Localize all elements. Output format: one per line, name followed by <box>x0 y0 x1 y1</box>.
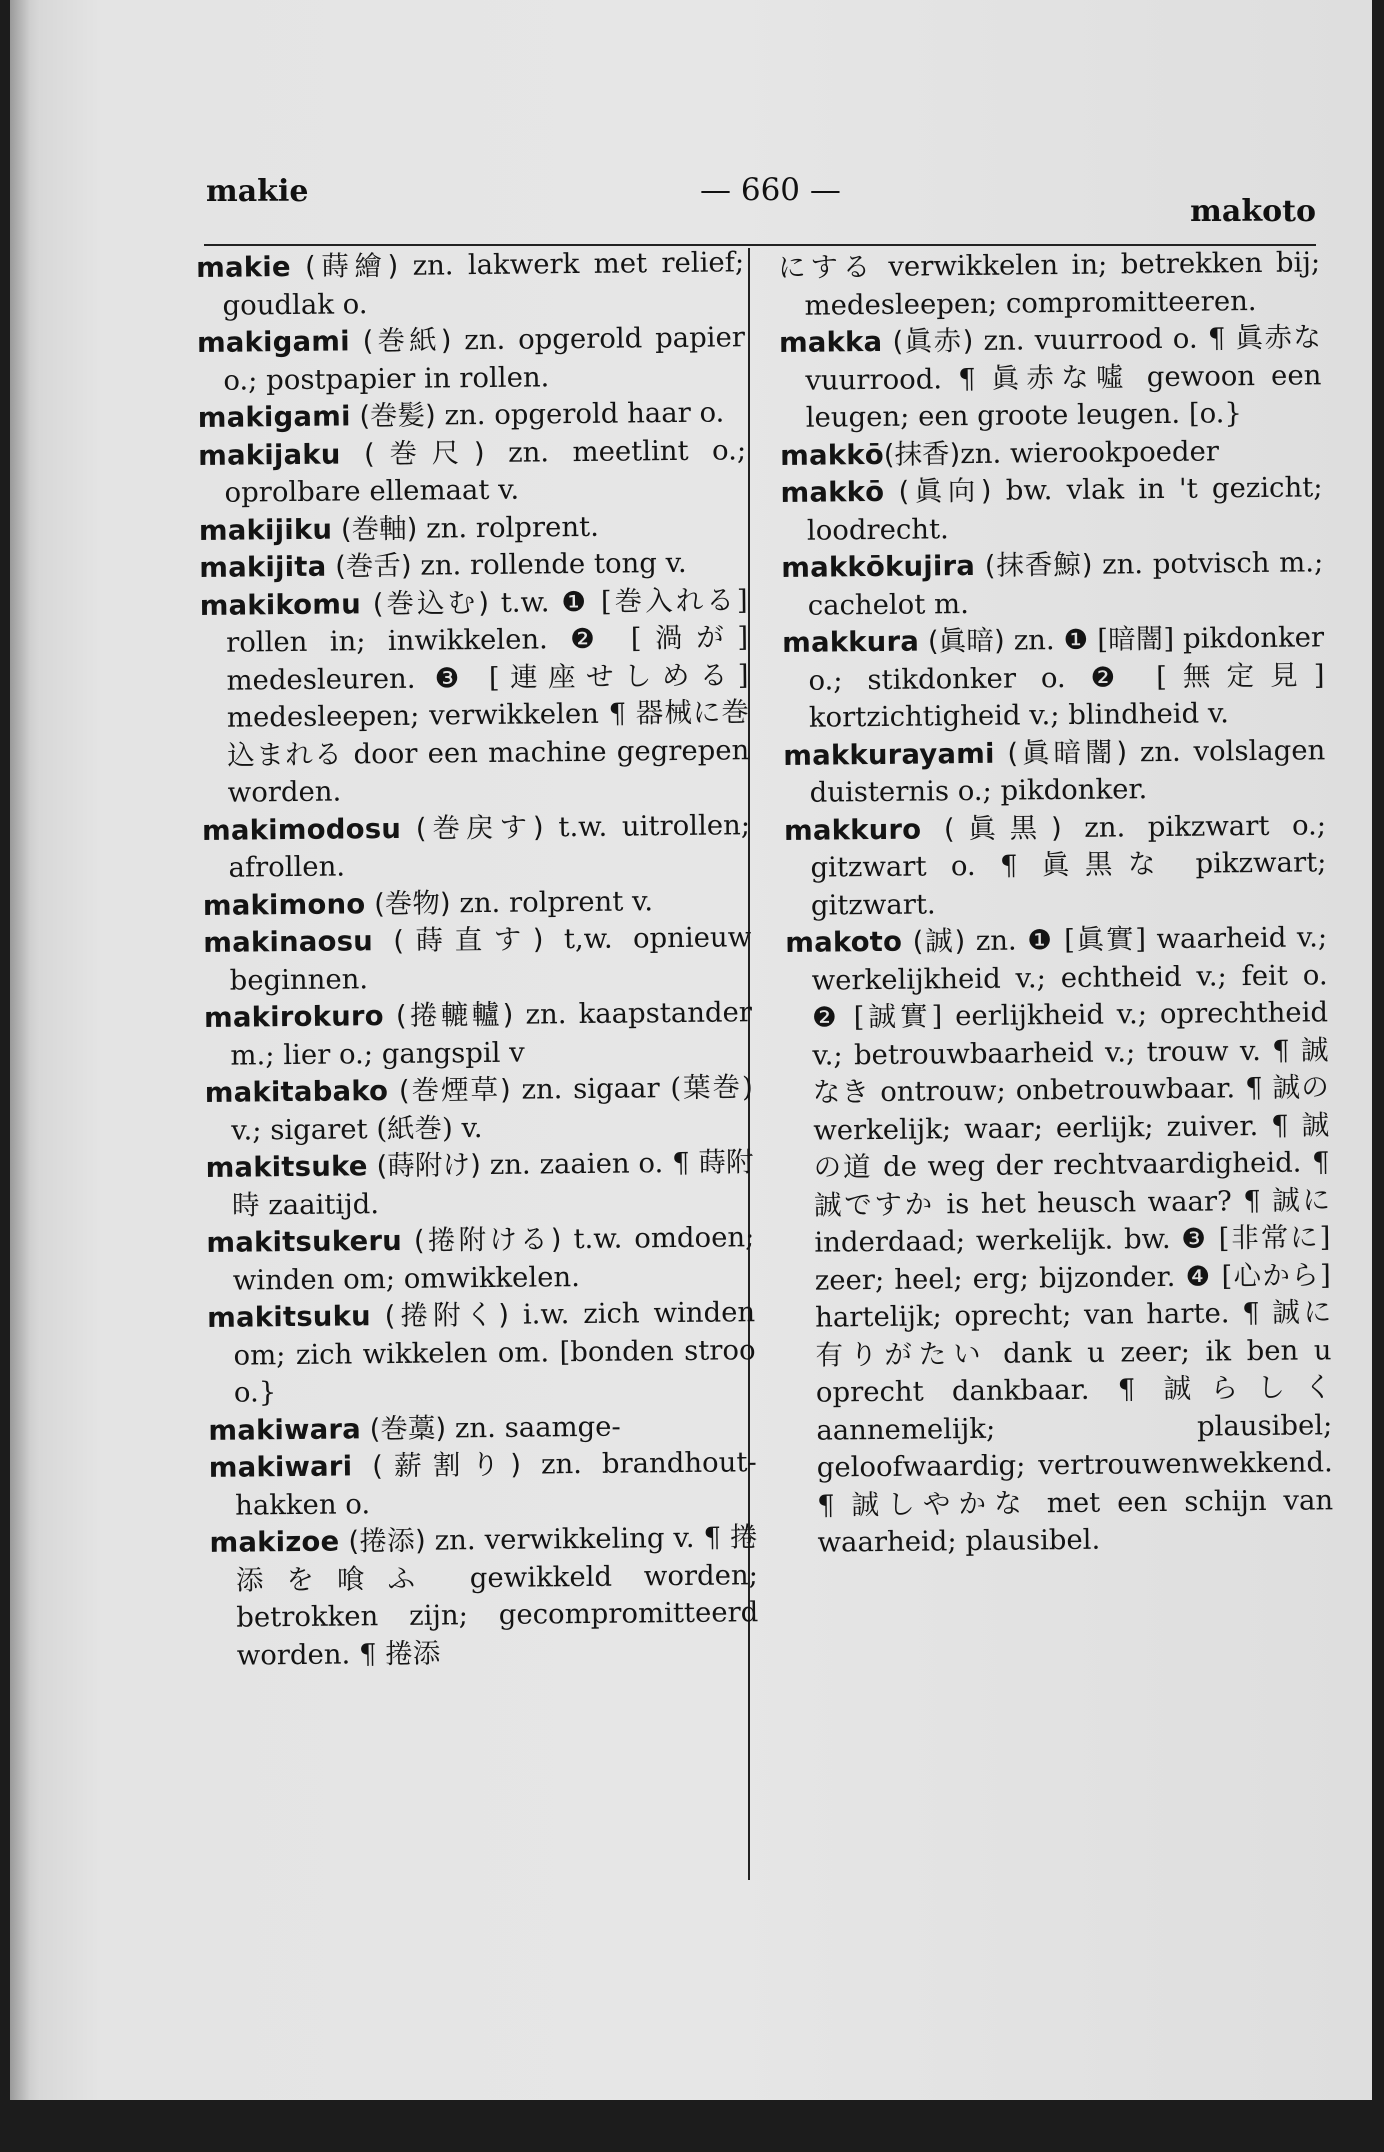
kanji-form: (眞黒) <box>943 811 1062 845</box>
headword: makkō <box>779 438 885 472</box>
definition: bw. vlak in 't gezicht; loodrecht. <box>806 471 1323 547</box>
definition: t.w. ❶ [巻入れる] rollen in; inwikkelen. ❷ [渦が] medesleuren. ❸ [連座せしめる] medesleepen; verwikkelen ¶ 器械に巻込まれる door een machine gegrepen worden. <box>225 583 750 809</box>
definition: zn. lakwerk met relief; goudlak o. <box>222 246 745 322</box>
kanji-form: (眞暗) <box>927 624 1005 658</box>
headword: makka <box>778 325 883 359</box>
definition: zn. brandhout-hakken o. <box>234 1446 757 1522</box>
headword: makigami <box>196 325 350 359</box>
headword: makitsuku <box>207 1300 372 1334</box>
running-header <box>10 168 1372 229</box>
definition: zn. ❶ [眞實] waarheid v.; werkelijkheid v.; echtheid v.; feit o. ❷ [誠實] eerlijkheid v.; oprechtheid v.; betrouwbaarheid v.; trouw v. ¶ 誠なき ontrouw; onbetrouwbaar. ¶ 誠の werkelijk; waar; eerlijk; zuiver. ¶ 誠の道 de weg der rechtvaardigheid. ¶ 誠ですか is het heusch waar? ¶ 誠に inderdaad; werkelijk. bw. ❸ [非常に] zeer; heel; erg; bijzonder. ❹ [心から] hartelijk; oprecht; van harte. ¶ 誠に有りがたい dank u zeer; ik ben u oprecht dankbaar. ¶ 誠らしく aannemelijk; plausibel; geloofwaardig; vertrouwenwekkend. ¶ 誠しやかな met een schijn van waarheid; plausibel. <box>811 921 1334 1559</box>
kanji-form: (蒔繪) <box>304 249 399 283</box>
headword: makirokuro <box>203 1000 384 1034</box>
headword: makimodosu <box>201 812 402 847</box>
definition: zn. meetlint o.; oprolbare ellemaat v. <box>224 433 747 509</box>
dictionary-entry <box>205 1069 754 1150</box>
dictionary-entry <box>198 394 746 437</box>
dictionary-entry <box>204 994 753 1075</box>
headword: makitsukeru <box>206 1224 403 1259</box>
dictionary-entry <box>202 807 751 888</box>
definition: zn. volslagen duisternis o.; pikdonker. <box>809 733 1326 809</box>
dictionary-entry <box>779 319 1322 437</box>
definition: zn. opgerold papier o.; postpapier in rollen. <box>223 321 746 397</box>
headword: makitsuke <box>205 1150 368 1184</box>
dictionary-entry <box>206 1219 755 1300</box>
dictionary-entry <box>205 1144 754 1225</box>
dictionary-entry <box>197 319 746 400</box>
headword: makikomu <box>199 587 362 622</box>
dictionary-entry <box>203 919 752 1000</box>
definition: t,w. opnieuw beginnen. <box>229 921 752 997</box>
dictionary-entry <box>203 882 751 925</box>
dictionary-entry <box>780 469 1323 550</box>
definition: t.w. omdoen; winden om; omwikkelen. <box>232 1221 755 1297</box>
definition: zn. opgerold haar o. <box>444 396 725 432</box>
dictionary-entry <box>199 544 747 587</box>
headword: makigami <box>197 400 351 434</box>
kanji-form: (巻舌) <box>334 549 412 583</box>
definition: zn. pikzwart o.; gitzwart o. ¶ 眞黒な pikzwart; gitzwart. <box>810 808 1327 922</box>
left-column <box>196 244 759 1675</box>
headword: makiwari <box>208 1450 353 1484</box>
kanji-form: (蒔直す) <box>393 923 544 957</box>
kanji-form: (抹香鯨) <box>984 548 1093 582</box>
kanji-form: (巻髪) <box>359 399 436 433</box>
dictionary-entry <box>196 244 745 325</box>
dictionary-page <box>10 0 1372 2100</box>
definition: zn. kaapstander m.; lier o.; gangspil v <box>230 996 753 1072</box>
definition: zn. rolprent v. <box>459 884 654 919</box>
dictionary-entry <box>781 544 1324 625</box>
dictionary-entry <box>782 619 1325 737</box>
definition: zn. ❶ [暗闇] pikdonker o.; stikdonker o. ❷ [無定見] kortzichtigheid v.; blindheid v. <box>808 621 1325 734</box>
definition: zn. vuurrood o. ¶ 眞赤な vuurrood. ¶ 眞赤な噓 gewoon een leugen; een groote leugen. [o.} <box>805 321 1322 434</box>
kanji-form: (巻紙) <box>362 324 452 358</box>
dictionary-entry <box>209 1519 759 1675</box>
headword: makkuro <box>783 813 922 847</box>
dictionary-entry-continued <box>778 244 1321 325</box>
dictionary-entry <box>200 582 750 813</box>
dictionary-entry <box>209 1444 758 1525</box>
right-column <box>778 244 1334 1562</box>
kanji-form: (巻尺) <box>363 436 485 470</box>
dictionary-entry <box>784 807 1327 925</box>
kanji-form: (薪割り) <box>372 1448 522 1483</box>
headword: makiwara <box>208 1412 362 1447</box>
kanji-form: (眞赤) <box>892 324 974 358</box>
definition: zn. wierookpoeder <box>960 434 1220 470</box>
definition: zn. rollende tong v. <box>420 546 687 582</box>
definition: i.w. zich winden om; zich wikkelen om. [bonden stroo o.} <box>233 1296 756 1409</box>
kanji-form: (巻物) <box>373 886 451 920</box>
kanji-form: (抹香) <box>883 437 961 471</box>
dictionary-entry <box>198 432 747 513</box>
kanji-form: (巻戻す) <box>415 810 544 845</box>
definition: zn. zaaien o. ¶ 蒔附時 zaaitijd. <box>231 1146 754 1222</box>
definition: zn. potvisch m.; cachelot m. <box>807 546 1324 622</box>
definition: zn. verwikkeling v. ¶ 捲添を喰ふ gewikkeld worden; betrokken zijn; gecompromitteerd worden. ¶ 捲添 <box>235 1521 759 1672</box>
dictionary-entry <box>780 432 1322 475</box>
page-gutter-shadow <box>10 0 30 2100</box>
kanji-form: (捲添) <box>348 1524 426 1558</box>
definition: zn. sigaar (葉巻) v.; sigaret (紙巻) v. <box>231 1071 753 1147</box>
kanji-form: (巻藁) <box>369 1411 447 1445</box>
kanji-form: (巻煙草) <box>398 1073 511 1107</box>
headword: makie <box>196 251 291 284</box>
headword: makijita <box>199 550 327 584</box>
definition: zn. saamge- <box>454 1410 621 1444</box>
definition: にする verwikkelen in; betrekken bij; medesleepen; compromitteeren. <box>778 246 1321 322</box>
dictionary-entry <box>207 1294 756 1412</box>
definition: t.w. uitrollen; afrollen. <box>228 808 751 884</box>
headword: makoto <box>785 925 903 959</box>
headword: makkō <box>780 475 885 509</box>
dictionary-entry <box>785 919 1334 1562</box>
headword: makijaku <box>197 437 341 472</box>
definition: zn. rolprent. <box>425 510 600 545</box>
headword: makizoe <box>209 1525 340 1559</box>
kanji-form: (捲附ける) <box>413 1223 562 1257</box>
right-guide-word: makoto <box>1190 194 1316 229</box>
kanji-form: (巻込む) <box>372 586 490 620</box>
dictionary-entry <box>208 1407 756 1450</box>
headword: makijiku <box>198 513 333 547</box>
kanji-form: (蒔附け) <box>376 1149 482 1183</box>
headword: makinaosu <box>203 925 374 959</box>
dictionary-entry <box>783 732 1326 813</box>
headword: makitabako <box>204 1075 389 1109</box>
dictionary-entry <box>199 507 747 550</box>
kanji-form: (巻軸) <box>340 512 418 545</box>
headword: makkura <box>781 625 920 659</box>
kanji-form: (誠) <box>912 925 966 958</box>
headword: makkurayami <box>783 737 995 772</box>
kanji-form: (捲附く) <box>384 1298 510 1333</box>
kanji-form: (眞向) <box>898 474 992 508</box>
headword: makkōkujira <box>781 549 976 584</box>
left-guide-word: makie <box>206 174 309 209</box>
kanji-form: (眞暗闇) <box>1007 735 1128 770</box>
headword: makimono <box>202 887 366 922</box>
page-number: — 660 — <box>700 172 841 208</box>
kanji-form: (捲轆轤) <box>395 998 514 1032</box>
